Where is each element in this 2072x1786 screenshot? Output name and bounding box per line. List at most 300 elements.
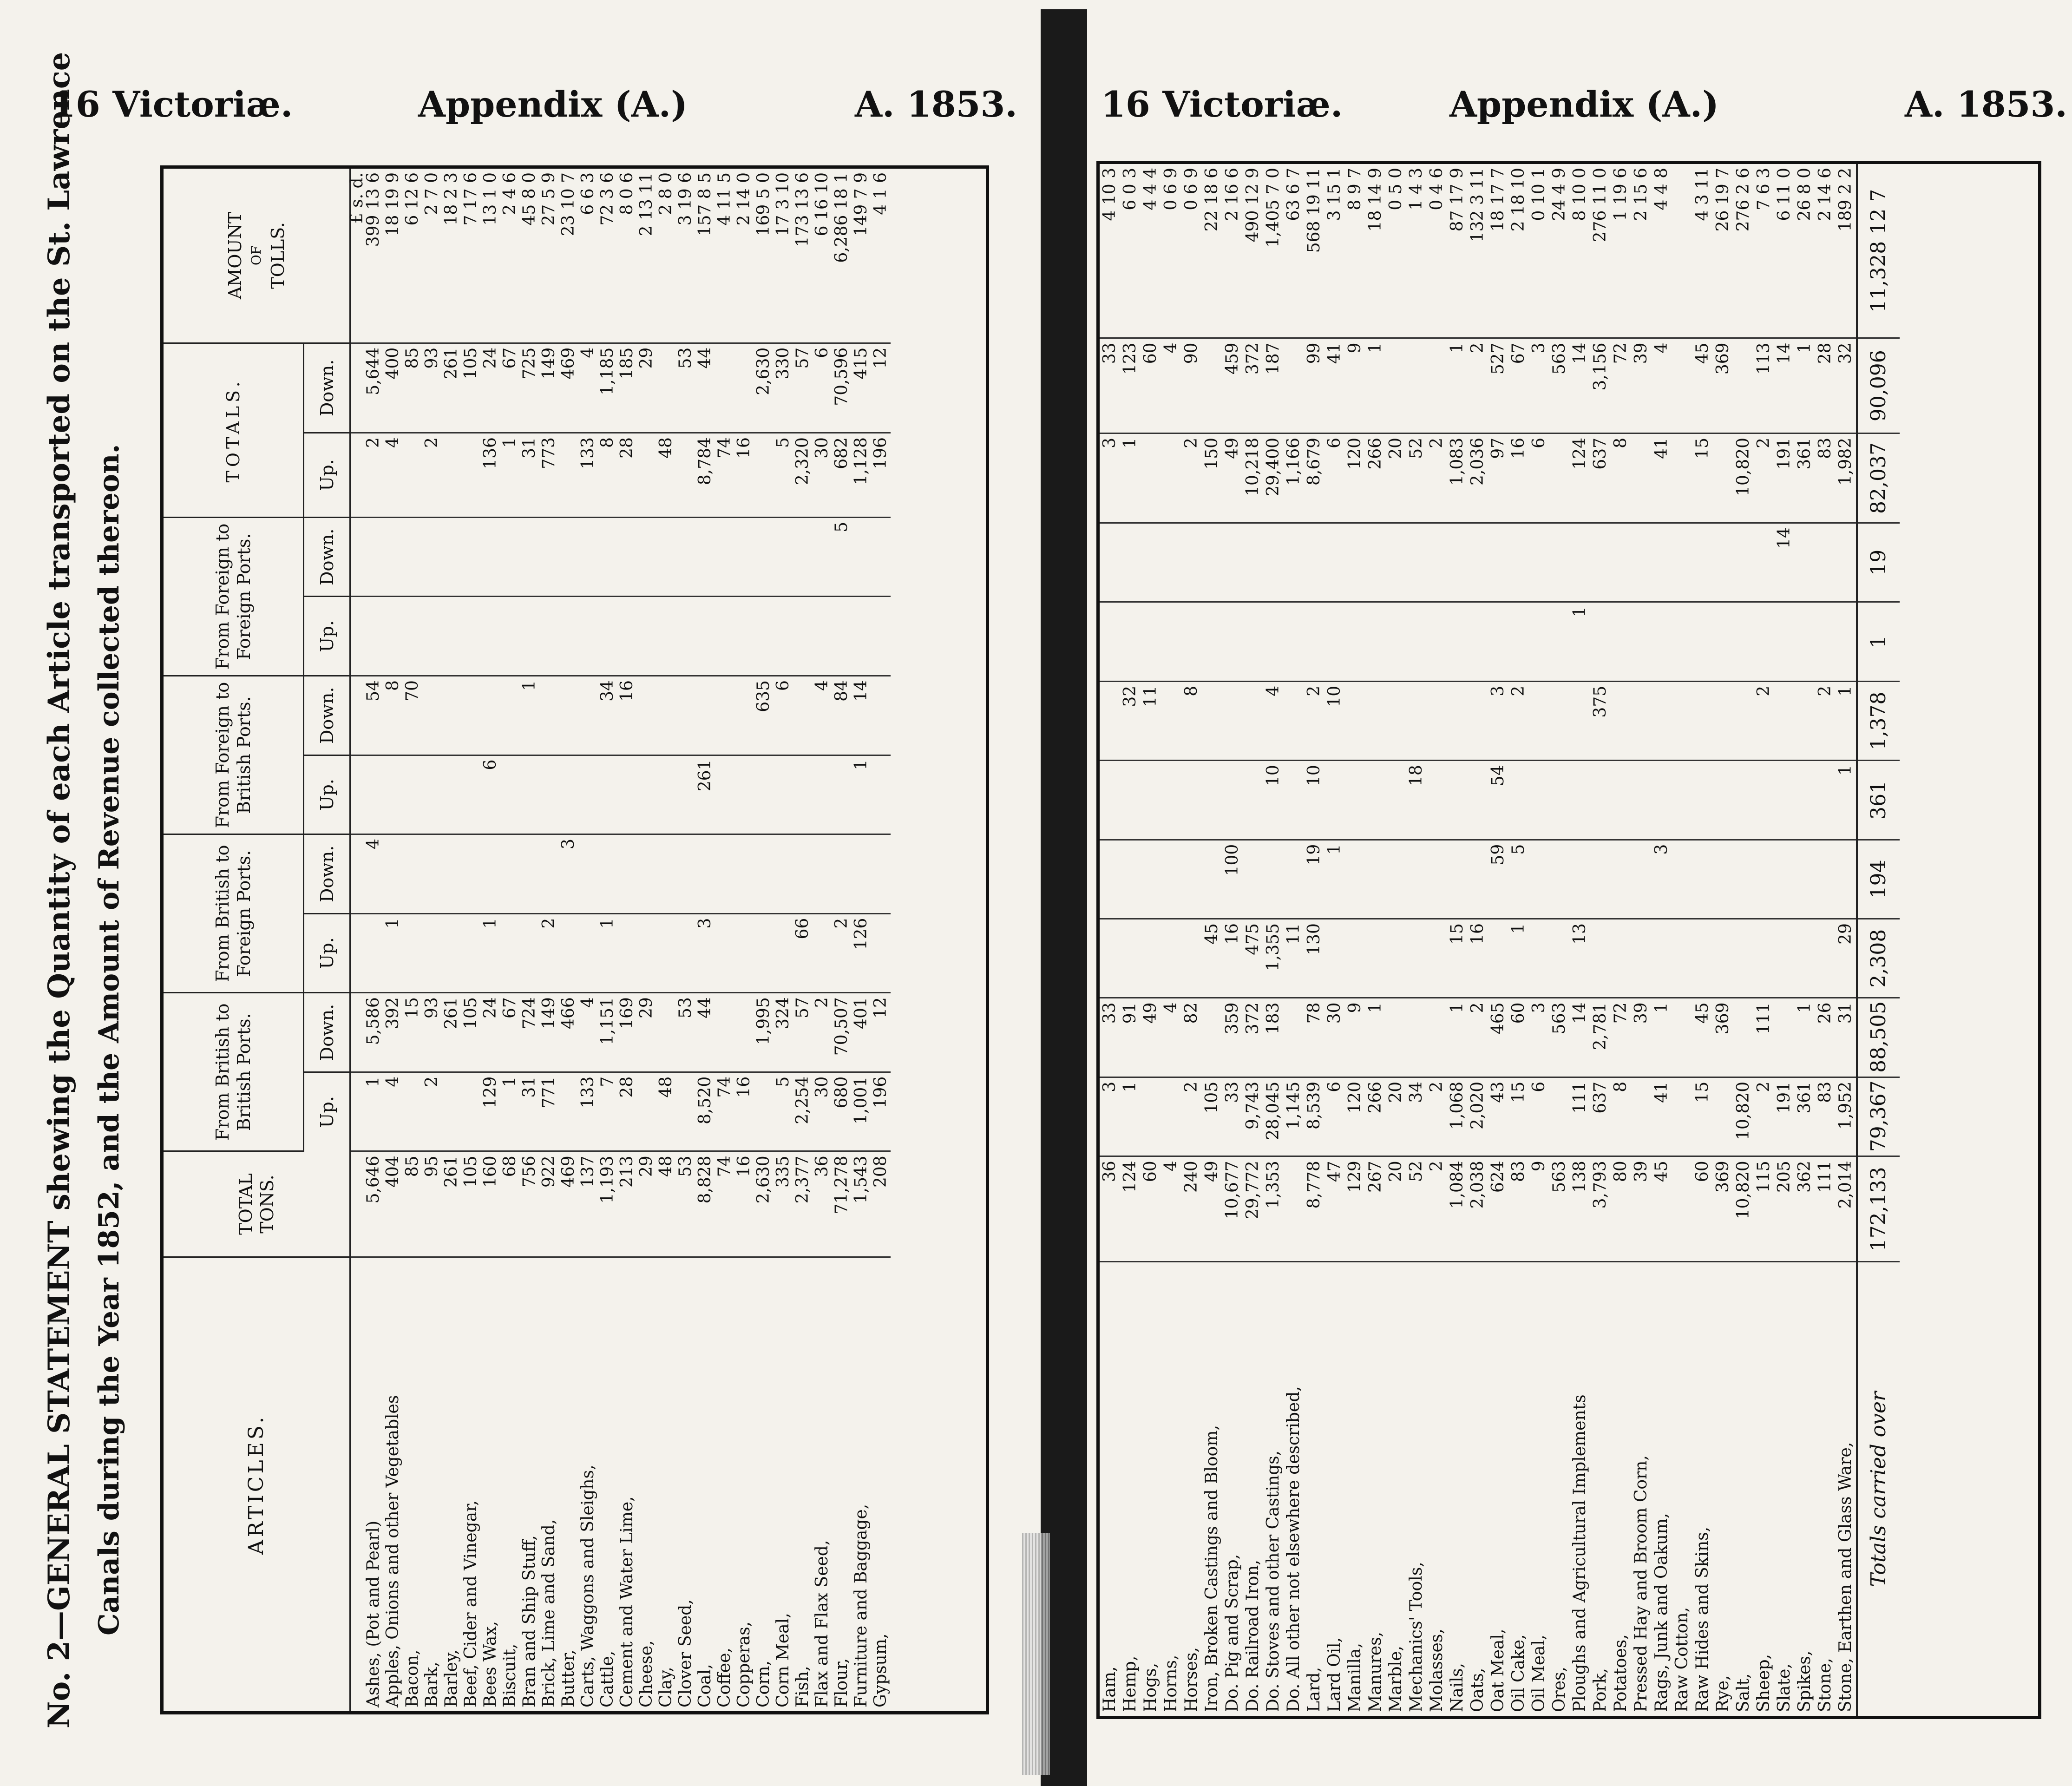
statement-title: No. 2—GENERAL STATEMENT shewing the Quantity of each Article transported on the St. Lawrence (42, 52, 77, 1728)
table-cell (461, 755, 481, 834)
table-cell (1365, 602, 1386, 681)
table-cell (1529, 602, 1549, 681)
table-cell (442, 433, 461, 518)
table-cell: 105 (461, 343, 481, 433)
table-cell (403, 433, 422, 518)
table-cell: 261 (695, 755, 715, 834)
table-cell: 2 16 6 (1222, 164, 1243, 338)
table-cell: 33 (1222, 1077, 1243, 1156)
table-cell (852, 834, 871, 914)
table-cell (1181, 602, 1202, 681)
totals-label: Totals carried over (1857, 1262, 1900, 1716)
table-cell: 2 (1815, 681, 1836, 760)
table-cell: 14 (852, 676, 871, 755)
table-cell (1774, 998, 1795, 1077)
totals-cell: 19 (1857, 523, 1900, 602)
table-cell: 83 (1508, 1156, 1529, 1262)
table-cell (1406, 919, 1427, 998)
table-row (500, 169, 520, 1711)
table-cell (461, 913, 481, 993)
table-cell (1549, 1077, 1570, 1156)
article-name: Bacon, (403, 1649, 422, 1707)
table-cell: 267 (1365, 1156, 1386, 1262)
article-name: Raw Cotton, (1672, 1607, 1692, 1712)
table-row (1202, 164, 1222, 1716)
table-cell (1468, 602, 1488, 681)
table-cell: 372 (1243, 998, 1263, 1077)
table-cell (1590, 919, 1611, 998)
table-cell: 54 (1488, 761, 1508, 840)
table-cell (559, 913, 578, 993)
table-cell (617, 517, 637, 597)
table-cell (1141, 433, 1161, 523)
table-cell (1529, 840, 1549, 919)
table-cell (734, 913, 754, 993)
table-cell: 8 (383, 676, 403, 755)
table-cell (500, 597, 520, 676)
table-cell: 2,020 (1468, 1077, 1488, 1156)
table-cell (1447, 681, 1468, 760)
table-cell (1611, 602, 1631, 681)
table-cell: 191 (1774, 1077, 1795, 1156)
table-cell: 1 (500, 433, 520, 518)
table-row (676, 169, 695, 1711)
table-cell: 208 (871, 1151, 891, 1257)
table-cell (559, 597, 578, 676)
table-cell: 60 (1692, 1156, 1713, 1262)
table-cell (1202, 840, 1222, 919)
table-cell (1795, 840, 1815, 919)
table-cell (520, 517, 539, 597)
table-cell: 169 5 0 (754, 169, 774, 343)
table-cell (598, 597, 617, 676)
table-cell (1365, 523, 1386, 602)
table-cell: 4 (383, 1072, 403, 1151)
table-cell: 83 (1815, 433, 1836, 523)
table-cell: 60 (1141, 338, 1161, 433)
table-cell (1325, 761, 1345, 840)
table-cell: 13 (1570, 919, 1590, 998)
table-cell: 6 (1325, 433, 1345, 523)
article-name: Hemp, (1121, 1655, 1140, 1712)
table-cell (1222, 602, 1243, 681)
article-name: Oat Meal, (1488, 1628, 1508, 1712)
table-cell (1345, 761, 1365, 840)
article-name: Oil Meal, (1529, 1635, 1548, 1712)
article-name: Biscuit, (500, 1643, 519, 1707)
table-cell (774, 517, 793, 597)
table-cell (1508, 761, 1529, 840)
table-cell (1672, 998, 1692, 1077)
table-cell: 18 17 7 (1488, 164, 1508, 338)
table-cell: 16 (1468, 919, 1488, 998)
table-cell (637, 433, 656, 518)
table-cell: 4 (1161, 338, 1181, 433)
table-cell (1202, 998, 1222, 1077)
table-cell (422, 597, 442, 676)
right-head-year: A. 1853. (1905, 84, 2067, 125)
table-cell (1427, 998, 1447, 1077)
col-down: Down. (304, 343, 350, 433)
table-cell (1202, 681, 1222, 760)
table-cell: 160 (481, 1151, 500, 1257)
table-cell: 2 (422, 1072, 442, 1151)
table-cell (1386, 523, 1406, 602)
table-cell (1406, 523, 1427, 602)
table-cell (578, 834, 598, 914)
table-cell (1733, 919, 1754, 998)
table-cell: 18 19 9 (383, 169, 403, 343)
table-cell (1468, 840, 1488, 919)
table-cell: 415 (852, 343, 871, 433)
table-cell: 10,820 (1733, 433, 1754, 523)
table-cell (734, 993, 754, 1072)
table-row (578, 169, 598, 1711)
table-row (1427, 164, 1447, 1716)
table-cell: 1,151 (598, 993, 617, 1072)
table-cell: 1 (1365, 998, 1386, 1077)
table-row (1713, 164, 1733, 1716)
table-cell: 196 (871, 1072, 891, 1151)
table-cell (637, 517, 656, 597)
table-row (364, 169, 383, 1711)
table-row (1590, 164, 1611, 1716)
table-cell (1795, 761, 1815, 840)
table-cell: 3 15 1 (1325, 164, 1345, 338)
table-cell: 105 (1202, 1077, 1222, 1156)
table-cell (715, 676, 734, 755)
table-cell (1672, 919, 1692, 998)
table-cell: 5 (774, 433, 793, 518)
table-cell (481, 834, 500, 914)
table-cell (637, 913, 656, 993)
table-cell: 18 14 9 (1365, 164, 1386, 338)
table-cell: 4 (578, 993, 598, 1072)
table-cell: 36 (1100, 1156, 1120, 1262)
table-cell (656, 755, 676, 834)
right-ledger (1096, 161, 2041, 1719)
table-cell (1222, 681, 1243, 760)
table-cell (383, 597, 403, 676)
table-cell: 3 (1529, 338, 1549, 433)
table-cell (1590, 761, 1611, 840)
table-cell: 70 (403, 676, 422, 755)
table-cell (1754, 523, 1774, 602)
article-name: Beef, Cider and Vinegar, (461, 1500, 480, 1707)
table-cell (1672, 338, 1692, 433)
table-cell (500, 755, 520, 834)
table-cell (500, 913, 520, 993)
table-cell (1141, 523, 1161, 602)
table-cell: 28,045 (1263, 1077, 1284, 1156)
table-cell (813, 834, 832, 914)
table-cell: 2 (832, 913, 852, 993)
table-row (1447, 164, 1468, 1716)
table-cell: 324 (774, 993, 793, 1072)
table-cell: 67 (1508, 338, 1529, 433)
table-cell: 2 (422, 433, 442, 518)
article-name: Marble, (1386, 1646, 1405, 1712)
left-ledger (160, 165, 989, 1714)
table-cell (715, 597, 734, 676)
table-cell: 1,982 (1836, 433, 1857, 523)
totals-cell: 11,328 12 7 (1857, 164, 1900, 338)
col-tolls (164, 169, 350, 343)
left-head-session: 16 Victoriæ. (51, 84, 293, 125)
totals-cell: 82,037 (1857, 433, 1900, 523)
table-cell (422, 755, 442, 834)
table-cell (1161, 761, 1181, 840)
table-cell (774, 913, 793, 993)
table-cell (637, 597, 656, 676)
right-ledger-body (1100, 164, 1900, 1716)
col-up: Up. (304, 433, 350, 518)
table-cell: 23 10 7 (559, 169, 578, 343)
table-cell (1754, 761, 1774, 840)
table-cell: 173 13 6 (793, 169, 813, 343)
col-articles: ARTICLES. (164, 1257, 350, 1711)
book-gutter (1041, 9, 1087, 1786)
table-row (461, 169, 481, 1711)
table-cell (676, 755, 695, 834)
article-name: Mechanics' Tools, (1407, 1562, 1426, 1712)
article-name: Ashes, (Pot and Pearl) (364, 1521, 383, 1707)
table-cell: 4 11 5 (715, 169, 734, 343)
table-cell: 59 (1488, 840, 1508, 919)
table-cell: 74 (715, 1072, 734, 1151)
table-cell: 1 (500, 1072, 520, 1151)
article-name: Potatoes, (1611, 1634, 1630, 1712)
table-cell: 3 (695, 913, 715, 993)
table-cell: 1,193 (598, 1151, 617, 1257)
table-cell: 459 (1222, 338, 1243, 433)
table-cell (559, 517, 578, 597)
table-cell (481, 676, 500, 755)
table-cell: 28 (617, 433, 637, 518)
table-row (422, 169, 442, 1711)
table-cell (1263, 602, 1284, 681)
table-cell (598, 755, 617, 834)
table-cell: 129 (481, 1072, 500, 1151)
totals-cell: 2,308 (1857, 919, 1900, 998)
table-cell: 6 0 3 (1120, 164, 1141, 338)
table-cell: 276 2 6 (1733, 164, 1754, 338)
table-cell (1447, 602, 1468, 681)
table-cell: 1 (520, 676, 539, 755)
table-row (598, 169, 617, 1711)
table-cell: 276 11 0 (1590, 164, 1611, 338)
table-cell: 111 (1815, 1156, 1836, 1262)
table-cell: 28 (1815, 338, 1836, 433)
article-name: Hogs, (1141, 1662, 1160, 1712)
table-cell (1631, 523, 1652, 602)
statement-subtitle: Canals during the Year 1852, and the Amount of Revenue collected thereon. (93, 444, 125, 1635)
table-cell: 169 (617, 993, 637, 1072)
table-cell (1284, 998, 1304, 1077)
table-cell: 28 (617, 1072, 637, 1151)
table-cell: 53 (676, 1151, 695, 1257)
table-cell: 1 (1365, 338, 1386, 433)
table-cell: 149 7 9 (852, 169, 871, 343)
table-cell (676, 676, 695, 755)
article-name: Do. Railroad Iron, (1243, 1560, 1262, 1712)
table-cell (403, 913, 422, 993)
table-cell: 53 (676, 343, 695, 433)
table-row (1161, 164, 1181, 1716)
table-cell (1652, 919, 1672, 998)
table-cell: 24 (481, 993, 500, 1072)
table-cell: 0 10 1 (1529, 164, 1549, 338)
table-cell: 53 (676, 993, 695, 1072)
table-cell: 100 (1222, 840, 1243, 919)
table-cell: 1 (1508, 919, 1529, 998)
table-cell: 85 (403, 1151, 422, 1257)
table-cell (1284, 840, 1304, 919)
table-cell: 45 (1692, 998, 1713, 1077)
table-cell (617, 755, 637, 834)
table-cell (461, 597, 481, 676)
table-cell (1161, 433, 1181, 523)
article-name: Corn, (754, 1660, 773, 1707)
table-cell (403, 755, 422, 834)
table-cell (1549, 681, 1570, 760)
table-cell: 105 (461, 993, 481, 1072)
table-cell (1243, 681, 1263, 760)
article-name: Copperas, (734, 1621, 754, 1707)
table-cell (500, 676, 520, 755)
table-cell: 1,353 (1263, 1156, 1284, 1262)
table-cell: 93 (422, 993, 442, 1072)
table-cell: 10,218 (1243, 433, 1263, 523)
article-name: Raw Hides and Skins, (1693, 1526, 1712, 1712)
table-cell (539, 755, 559, 834)
table-cell (695, 834, 715, 914)
right-head-appendix: Appendix (A.) (1449, 84, 1719, 125)
right-page (1087, 0, 2072, 1786)
table-cell (1754, 919, 1774, 998)
table-row (715, 169, 734, 1711)
table-cell: 261 (442, 1151, 461, 1257)
table-cell: 266 (1365, 1077, 1386, 1156)
article-name: Fish, (793, 1666, 812, 1707)
table-cell: 66 (793, 913, 813, 993)
table-cell: 6 (481, 755, 500, 834)
table-cell: 14 (1774, 338, 1795, 433)
table-cell (1386, 840, 1406, 919)
table-cell: 48 (656, 433, 676, 518)
table-cell: 150 (1202, 433, 1222, 523)
table-cell: 2 (1181, 1077, 1202, 1156)
table-cell: 39 (1631, 338, 1652, 433)
table-cell: 2,781 (1590, 998, 1611, 1077)
table-cell: 624 (1488, 1156, 1508, 1262)
table-cell: 4 4 8 (1652, 164, 1672, 338)
table-cell: 26 8 0 (1795, 164, 1815, 338)
table-cell: 3 (1100, 433, 1120, 523)
article-name: Do. All other not elsewhere described, (1284, 1386, 1303, 1712)
table-row (813, 169, 832, 1711)
table-cell: 1,995 (754, 993, 774, 1072)
table-cell: 22 18 6 (1202, 164, 1222, 338)
table-cell (520, 834, 539, 914)
table-cell (1774, 919, 1795, 998)
table-cell (1386, 919, 1406, 998)
table-cell: 11 (1284, 919, 1304, 998)
table-row (1836, 164, 1857, 1716)
table-cell (1345, 602, 1365, 681)
table-cell (461, 1072, 481, 1151)
table-cell: 72 3 6 (598, 169, 617, 343)
article-name: Carts, Waggons and Sleighs, (578, 1464, 597, 1707)
table-cell: 1,405 7 0 (1263, 164, 1284, 338)
table-cell: 637 (1590, 1077, 1611, 1156)
table-row (1611, 164, 1631, 1716)
table-cell: 1,185 (598, 343, 617, 433)
table-row (1815, 164, 1836, 1716)
col-total-tons-1: TOTAL (236, 1173, 256, 1235)
table-cell (1284, 761, 1304, 840)
article-name: Bees Wax, (481, 1621, 500, 1707)
table-cell: 189 2 2 (1836, 164, 1857, 338)
table-cell: 6 (1325, 1077, 1345, 1156)
table-cell (1611, 523, 1631, 602)
table-cell: 60 (1508, 998, 1529, 1077)
table-cell: 67 (500, 343, 520, 433)
table-cell (1100, 919, 1120, 998)
table-cell: 773 (539, 433, 559, 518)
table-cell (1774, 602, 1795, 681)
table-cell (500, 834, 520, 914)
table-cell: 13 1 0 (481, 169, 500, 343)
table-cell: 3,793 (1590, 1156, 1611, 1262)
article-name: Ores, (1550, 1667, 1569, 1712)
table-cell (1243, 840, 1263, 919)
table-row (1774, 164, 1795, 1716)
table-cell: 54 (364, 676, 383, 755)
table-cell (598, 834, 617, 914)
table-cell: 4 (1652, 338, 1672, 433)
table-row (559, 169, 578, 1711)
table-cell: 10,677 (1222, 1156, 1243, 1262)
article-name: Nails, (1448, 1663, 1467, 1712)
table-cell (1365, 919, 1386, 998)
article-name: Flax and Flax Seed, (813, 1540, 832, 1707)
table-cell: 680 (832, 1072, 852, 1151)
table-cell: 6 (1529, 1077, 1549, 1156)
table-cell: 1 (1836, 761, 1857, 840)
table-cell: 15 (1692, 433, 1713, 523)
table-cell: 1,145 (1284, 1077, 1304, 1156)
article-name: Pressed Hay and Broom Corn, (1632, 1455, 1651, 1712)
table-cell: 6 (813, 343, 832, 433)
table-cell: 70,507 (832, 993, 852, 1072)
table-cell (1488, 523, 1508, 602)
table-cell (1120, 523, 1141, 602)
table-cell: 14 (1570, 998, 1590, 1077)
totals-cell: 172,133 (1857, 1156, 1900, 1262)
table-cell: 31 (520, 433, 539, 518)
table-cell (364, 517, 383, 597)
table-cell: 126 (852, 913, 871, 993)
table-cell (793, 517, 813, 597)
table-cell (1345, 840, 1365, 919)
table-cell: 4 4 4 (1141, 164, 1161, 338)
table-cell (656, 993, 676, 1072)
table-cell (813, 913, 832, 993)
table-row (403, 169, 422, 1711)
table-cell: 78 (1304, 998, 1325, 1077)
table-cell (539, 834, 559, 914)
